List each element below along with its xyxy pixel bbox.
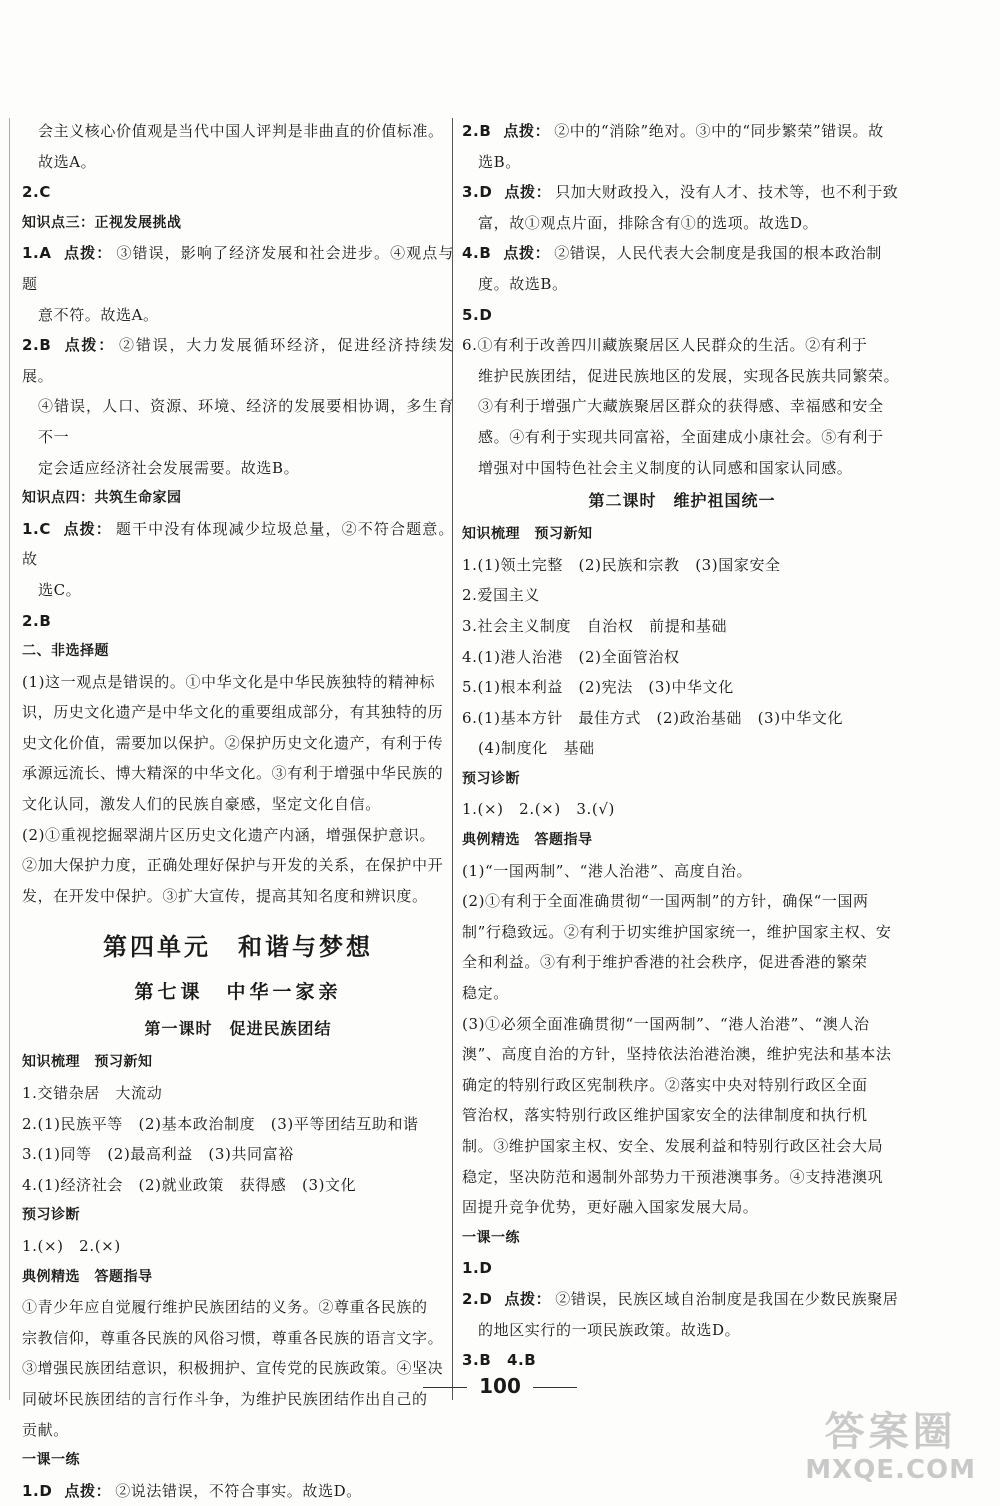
answer-item: 5.D [462, 305, 493, 324]
page-number [0, 1374, 1000, 1398]
answer-item: 2.C [22, 183, 51, 202]
text-line: 4.(1)港人治港 (2)全面管治权 [462, 647, 680, 666]
hint-label: 点拨： [62, 519, 112, 538]
text-line: 管治权，落实特别行政区维护国家安全的法律制度和执行机 [462, 1106, 868, 1125]
text-line: 发，在开发中保护。③扩大宣传，提高其知名度和辨识度。 [22, 886, 428, 905]
text-line: 确定的特别行政区宪制秩序。②落实中央对特别行政区全面 [462, 1075, 868, 1094]
hint-label: 点拨： [64, 1481, 112, 1500]
text-line: 稳定。 [462, 984, 509, 1003]
answer-number: 2.B [22, 336, 52, 355]
text-line: 固提升竞争优势，更好融入国家发展大局。 [462, 1198, 759, 1217]
section-heading: 知识点三：正视发展挑战 [22, 214, 182, 231]
section-heading: 知识梳理 预习新知 [462, 526, 593, 543]
text-line: 会主义核心价值观是当代中国人评判是非曲直的价值标准。 [38, 122, 444, 140]
text-line: (2)①重视挖掘翠湖片区历史文化遗产内涵，增强保护意识。 [22, 825, 436, 844]
section-heading: 一课一练 [22, 1452, 80, 1469]
text-line: 1.(1)领土完整 (2)民族和宗教 (3)国家安全 [462, 555, 781, 574]
text-line: 1.交错杂居 大流动 [22, 1084, 163, 1103]
hint-label: 点拨： [503, 244, 551, 263]
text-line: 3.社会主义制度 自治权 前提和基础 [462, 616, 728, 635]
answer-item [462, 116, 902, 147]
text-line: (3)①必须全面准确贯彻“一国两制”、“港人治港”、“澳人治 [462, 1014, 870, 1033]
page-number-rule-right [533, 1387, 577, 1388]
text-line: 意不符。故选A。 [38, 305, 159, 324]
answer-text: ②错误，人民代表大会制度是我国的根本政治制 [554, 244, 882, 263]
text-line: 故选A。 [38, 152, 97, 171]
text-line: 史文化价值，需要加以保护。②保护历史文化遗产，有利于传 [22, 733, 444, 752]
section-heading: 典例精选 答题指导 [22, 1268, 153, 1285]
page-number-rule-left [423, 1387, 467, 1388]
text-line: 宗教信仰，尊重各民族的风俗习惯，尊重各民族的语言文字。 [22, 1328, 444, 1347]
text-line: 维护民族团结，促进民族地区的发展，实现各民族共同繁荣。 [478, 366, 900, 385]
answer-text: ②错误，民族区域自治制度是我国在少数民族聚居 [555, 1289, 899, 1308]
answer-item [462, 238, 902, 269]
period-title: 第一课时 促进民族团结 [144, 1019, 332, 1039]
hint-label: 点拨： [63, 244, 113, 263]
section-heading: 知识点四：共筑生命家园 [22, 490, 182, 507]
hint-label: 点拨： [504, 183, 552, 202]
answer-item: 1.D [462, 1259, 493, 1278]
watermark-logo: 答案圈 [824, 1409, 957, 1455]
unit-title: 第四单元 和谐与梦想 [103, 933, 373, 962]
text-line: 增强对中国特色社会主义制度的认同感和国家认同感。 [478, 458, 853, 477]
text-line: 富，故①观点片面，排除含有①的选项。故选D。 [478, 213, 819, 232]
left-column [22, 116, 454, 1506]
text-line: 选C。 [38, 580, 82, 599]
text-line: (1)这一观点是错误的。①中华文化是中华民族独特的精神标 [22, 672, 436, 691]
answer-text: 只加大财政投入，没有人才、技术等，也不利于致 [555, 183, 899, 202]
text-line: 制。③维护国家主权、安全、发展利益和特别行政区社会大局 [462, 1137, 884, 1155]
text-line: 2.爱国主义 [462, 586, 540, 605]
answer-text: 题干中没有体现减少垃圾总量，②不符合题意。故 [22, 519, 454, 569]
period-title: 第二课时 维护祖国统一 [588, 491, 776, 511]
text-line: 贡献。 [22, 1420, 69, 1439]
watermark [805, 1409, 976, 1485]
answer-item [462, 177, 902, 208]
text-line: ②加大保护力度，正确处理好保护与开发的关系，在保护中开 [22, 856, 444, 875]
hint-label: 点拨： [504, 1289, 552, 1308]
text-line: 6.(1)基本方针 最佳方式 (2)政治基础 (3)中华文化 [462, 708, 844, 727]
binding-margin-line [9, 118, 10, 1400]
text-line: 感。④有利于实现共同富裕，全面建成小康社会。⑤有利于 [478, 427, 884, 446]
watermark-url: MXQE.COM [805, 1455, 976, 1485]
answer-text: ②说法错误，不符合事实。故选D。 [115, 1481, 362, 1500]
answer-item [462, 1284, 902, 1315]
answer-number: 2.D [462, 1289, 493, 1308]
text-line: 1.(×) 2.(×) [22, 1237, 121, 1255]
text-line: ③有利于增强广大藏族聚居区群众的获得感、幸福感和安全 [478, 397, 884, 416]
answer-item: 3.B 4.B [462, 1351, 537, 1370]
section-heading: 知识梳理 预习新知 [22, 1054, 153, 1071]
text-line: 3.(1)同等 (2)最高利益 (3)共同富裕 [22, 1145, 294, 1164]
text-line: (4)制度化 基础 [478, 739, 595, 758]
answer-number: 1.A [22, 244, 52, 263]
answer-text: ②错误，大力发展循环经济，促进经济持续发展。 [22, 336, 454, 385]
text-line: 识，历史文化遗产是中华文化的重要组成部分，有其独特的历 [22, 703, 444, 722]
text-line: 1.(×) 2.(×) 3.(√) [462, 800, 615, 819]
answer-text: ③错误，影响了经济发展和社会进步。④观点与题 [22, 244, 454, 293]
answer-item [22, 330, 454, 391]
text-line: 定会适应经济社会发展需要。故选B。 [38, 458, 300, 477]
text-line: 同破坏民族团结的言行作斗争，为维护民族团结作出自己的 [22, 1389, 428, 1408]
text-line: 稳定，坚决防范和遏制外部势力干预港澳事务。④支持港澳巩 [462, 1167, 884, 1186]
text-line: 选B。 [478, 152, 521, 171]
answer-item [22, 238, 454, 299]
answer-number: 1.C [22, 519, 51, 538]
page-number-text: 100 [479, 1374, 521, 1398]
text-line: ④错误，人口、资源、环境、经济的发展要相协调，多生育不一 [38, 397, 454, 446]
answer-text: ②中的“消除”绝对。③中的“同步繁荣”错误。故 [554, 122, 884, 140]
section-heading: 二、非选择题 [22, 643, 109, 660]
text-line: 5.(1)根本利益 (2)宪法 (3)中华文化 [462, 678, 734, 697]
hint-label: 点拨： [63, 336, 116, 355]
section-heading: 预习诊断 [462, 770, 520, 787]
text-line: ①青少年应自觉履行维护民族团结的义务。②尊重各民族的 [22, 1298, 428, 1317]
text-line: 2.(1)民族平等 (2)基本政治制度 (3)平等团结互助和谐 [22, 1114, 419, 1133]
text-line: 承源远流长、博大精深的中华文化。③有利于增强中华民族的 [22, 764, 444, 783]
text-line: ③增强民族团结意识，积极拥护、宣传党的民族政策。④坚决 [22, 1359, 444, 1378]
text-line: 6.①有利于改善四川藏族聚居区人民群众的生活。②有利于 [462, 336, 868, 355]
section-heading: 一课一练 [462, 1229, 520, 1246]
text-line: (2)①有利于全面准确贯彻“一国两制”的方针，确保“一国两 [462, 892, 869, 911]
answer-number: 2.B [462, 122, 492, 140]
answer-number: 1.D [22, 1481, 53, 1500]
text-line: 制”行稳致远。②有利于切实维护国家统一，维护国家主权、安 [462, 922, 892, 941]
text-line: 4.(1)经济社会 (2)就业政策 获得感 (3)文化 [22, 1175, 357, 1194]
answer-item: 2.B [22, 611, 52, 630]
text-line: 文化认同，激发人们的民族自豪感，坚定文化自信。 [22, 795, 381, 814]
answer-number: 3.D [462, 183, 493, 202]
section-heading: 预习诊断 [22, 1207, 80, 1224]
answer-number: 4.B [462, 244, 492, 263]
text-line: 的地区实行的一项民族政策。故选D。 [478, 1320, 741, 1339]
answer-item [22, 514, 454, 575]
text-line: 度。故选B。 [478, 274, 568, 293]
hint-label: 点拨： [503, 122, 551, 140]
lesson-title: 第七课 中华一家亲 [134, 981, 342, 1004]
text-line: 全和利益。③有利于维护香港的社会秩序，促进香港的繁荣 [462, 953, 868, 972]
text-line: (1)“一国两制”、“港人治港”、高度自治。 [462, 861, 753, 880]
right-column [462, 116, 902, 1376]
text-line: 澳”、高度自治的方针，坚持依法治港治澳，维护宪法和基本法 [462, 1045, 892, 1064]
section-heading: 典例精选 答题指导 [462, 832, 593, 849]
